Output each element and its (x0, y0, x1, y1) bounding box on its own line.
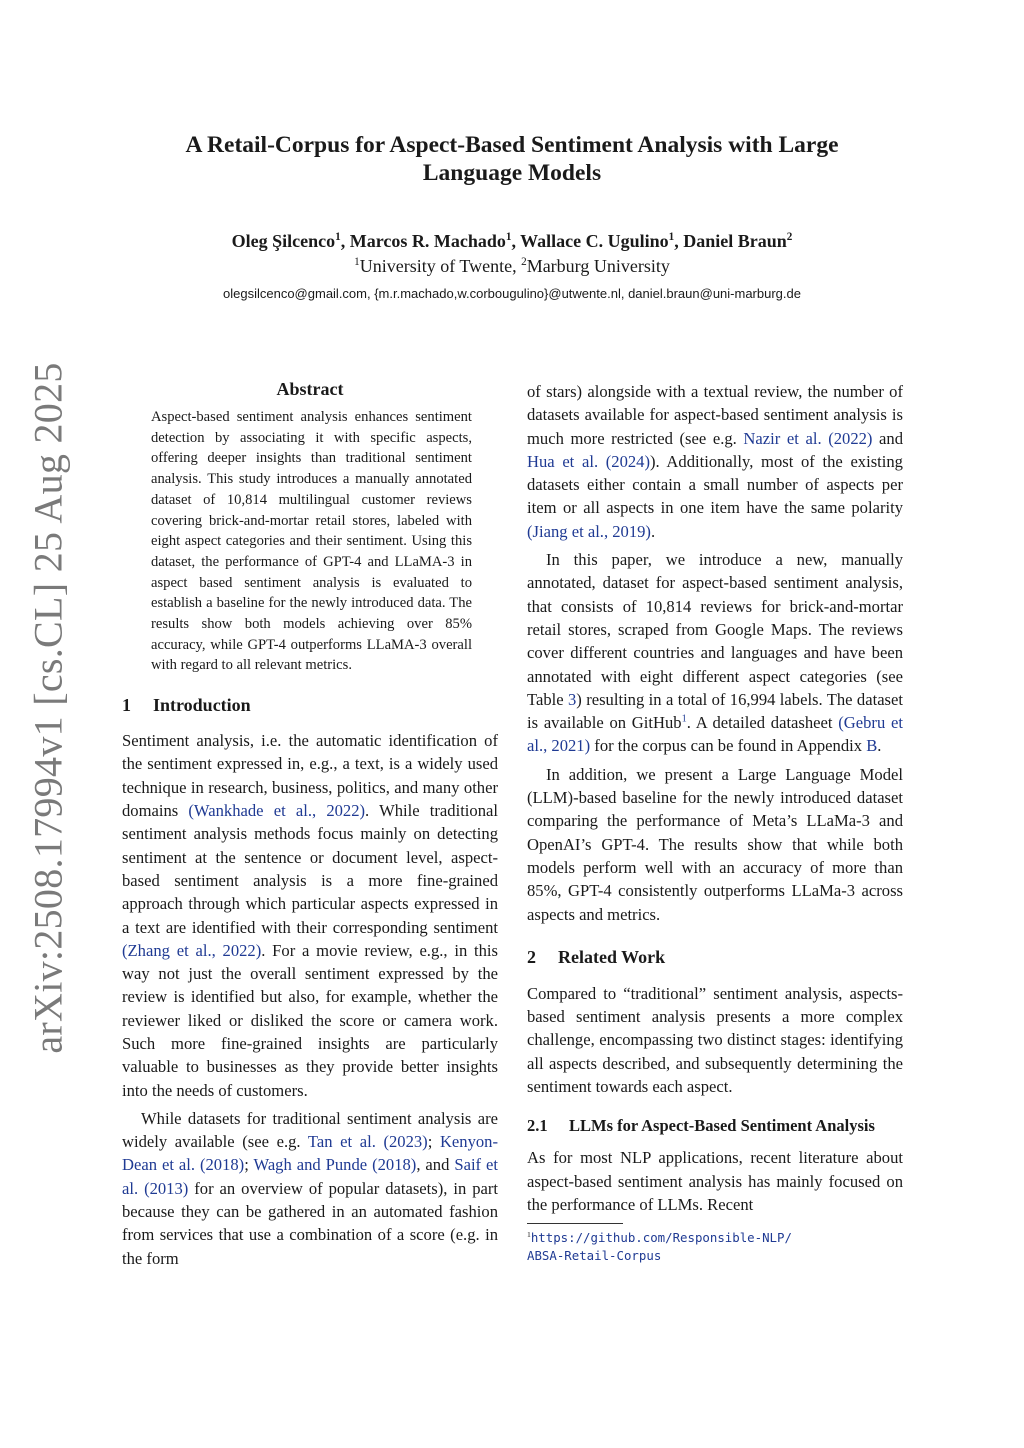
abstract-text: Aspect-based sentiment analysis enhances sentiment detection by associating it with specific aspects, offering deeper insights than traditional sentiment analysis. This study introduces a manually annotated dataset of 10,814 multilingual customer reviews covering brick-and-mortar retail stores, labeled with eight aspect categories and their sentiment. Using this dataset, the performance of GPT-4 and LLaMA-3 in aspect based sentiment analysis is evaluated to establish a baseline for the newly introduced data. The results show both models achieving over 85% accuracy, while GPT-4 outperforms LLaMA-3 overall with regard to all relevant metrics. (151, 409, 472, 674)
abstract-heading: Abstract (276, 379, 344, 399)
citation-link[interactable]: Nazir et al. (2022) (743, 428, 873, 448)
subsection-heading-llms (527, 1114, 903, 1137)
citation-link[interactable]: Wagh and Punde (2018) (253, 1155, 417, 1175)
footnote-github-link[interactable] (527, 1229, 903, 1265)
related-work-paragraph-1: Compared to “traditional” sentiment analysis, aspects-based sentiment analysis presents a more complex challenge, encompassing two distinct stages: identifying all aspects described, and subsequently determining the sentiment towards each aspect. (527, 983, 903, 1097)
section-title: Related Work (558, 946, 666, 967)
author-emails: olegsilcenco@gmail.com, {m.r.machado,w.corbougulino}@utwente.nl, daniel.braun@uni-marburg.de (223, 286, 801, 301)
intro-paragraph-2-continued: of stars) alongside with a textual review, the number of datasets available for aspect-based sentiment analysis is much more restricted (see e.g. Nazir et al. (2022) and Hua et al. (2024)). Additionally, most of the existing datasets either contain a small number of aspects per item or all aspects in one item have the same polarity (Jiang et al., 2019). (527, 382, 904, 541)
left-column (122, 378, 498, 1270)
affiliation-mark: 1 (354, 256, 360, 268)
citation-link[interactable]: Saif et al. (2013) (122, 1155, 499, 1198)
section-title: Introduction (153, 695, 251, 716)
title-line-2: Language Models (422, 160, 602, 186)
subsection-title: LLMs for Aspect-Based Sentiment Analysis (569, 1116, 875, 1136)
affiliation-mark: 2 (521, 256, 527, 268)
footnote-mark: 1 (527, 1230, 531, 1240)
affiliations: $^1$University of Twente, $^2$Marburg University (354, 256, 670, 276)
footnote-url-line-2: ABSA-Retail-Corpus (527, 1248, 662, 1264)
section-number: 1 (122, 695, 131, 716)
citation-link[interactable]: Hua et al. (2024) (527, 451, 650, 471)
citation-link[interactable]: (Jiang et al., 2019) (527, 521, 651, 541)
footnote-reference[interactable]: 1 (681, 713, 687, 725)
citation-link[interactable]: (Gebru et al., 2021) (527, 713, 903, 756)
section-number: 2 (527, 946, 536, 967)
author-name: Oleg Şilcenco (231, 231, 336, 251)
arxiv-identifier: arXiv:2508.17994v1 [cs.CL] 25 Aug 2025 (25, 362, 71, 1054)
author-name: Marcos R. Machado (349, 231, 506, 251)
affiliation-name: Marburg University (526, 256, 670, 276)
affiliation-mark: 1 (505, 231, 512, 243)
intro-paragraph-4: In addition, we present a Large Language Model (LLM)-based baseline for the newly introduced dataset comparing the performance of Meta’s LLaMa-3 and OpenAI’s GPT-4. The results show that while both models perform well with an accuracy of more than 85%, GPT-4 consistently outperforms LLaMa-3 across aspects and metrics. (527, 764, 903, 924)
author-name: Wallace C. Ugulino (520, 231, 669, 251)
affiliation-mark: 1 (668, 231, 675, 243)
affiliation-mark: 2 (786, 231, 793, 243)
author-name: Daniel Braun (683, 231, 787, 251)
right-column (527, 380, 903, 1265)
intro-paragraph-1: Sentiment analysis, i.e. the automatic identification of the sentiment expressed in, e.g., a text, is a widely used technique in research, business, politics, and many other domains (Wankhade et al., 2022). While traditional sentiment analysis methods focus mainly on detecting sentiment at the sentence or document level, aspect-based sentiment analysis is a more fine-grained approach through which particular aspects expressed in a text are identified with their corresponding sentiment (Zhang et al., 2022). For a movie review, e.g., in this way not just the overall sentiment expressed by the review is identified but also, for example, whether the reviewer liked or disliked the score or camera work. Such more fine-grained insights are particularly valuable to businesses as they provide better insights into the needs of customers. (122, 731, 498, 1100)
affiliation-mark: 1 (335, 231, 341, 243)
author-list: Oleg Şilcenco$^1$, Marcos R. Machado$^1$, Wallace C. Ugulino$^1$, Daniel Braun$^2$ (231, 231, 793, 251)
footnote-url-line-1: https://github.com/Responsible-NLP/ (530, 1230, 792, 1246)
citation-link[interactable]: 3 (568, 689, 577, 709)
llms-paragraph-1: As for most NLP applications, recent literature about aspect-based sentiment analysis has mainly focused on the performance of LLMs. Recent (527, 1148, 903, 1214)
paper-title (120, 131, 904, 187)
subsection-number: 2.1 (527, 1116, 548, 1136)
intro-paragraph-2: While datasets for traditional sentiment analysis are widely available (see e.g. Tan et al. (2023); Kenyon-Dean et al. (2018); Wagh and Punde (2018), and Saif et al. (2013) for an overview of popular datasets), in part because they can be gathered in an automated fashion from services that use a combination of a score (e.g. in the form (122, 1108, 499, 1268)
citation-link[interactable]: (Zhang et al., 2022) (122, 940, 262, 960)
footnote-rule (527, 1223, 623, 1224)
intro-paragraph-3: In this paper, we introduce a new, manually annotated, dataset for aspect-based sentiment analysis, that consists of 10,814 reviews for brick-and-mortar retail stores, scraped from Google Maps. The reviews cover different countries and languages and have been annotated with eight different aspect categories (see Table 3) resulting in a total of 16,994 labels. The dataset is available on GitHub$^1$. A detailed datasheet (Gebru et al., 2021) for the corpus can be found in Appendix B. (527, 550, 903, 756)
title-line-1: A Retail-Corpus for Aspect-Based Sentiment Analysis with Large (185, 132, 839, 158)
citation-link[interactable]: Tan et al. (2023) (307, 1132, 428, 1152)
citation-link[interactable]: B (866, 736, 878, 756)
citation-link[interactable]: Kenyon-Dean et al. (2018) (122, 1132, 498, 1175)
citation-link[interactable]: (Wankhade et al., 2022) (188, 801, 366, 821)
section-heading-introduction (122, 694, 498, 716)
affiliation-name: University of Twente (359, 256, 513, 276)
section-heading-related-work (527, 946, 903, 968)
